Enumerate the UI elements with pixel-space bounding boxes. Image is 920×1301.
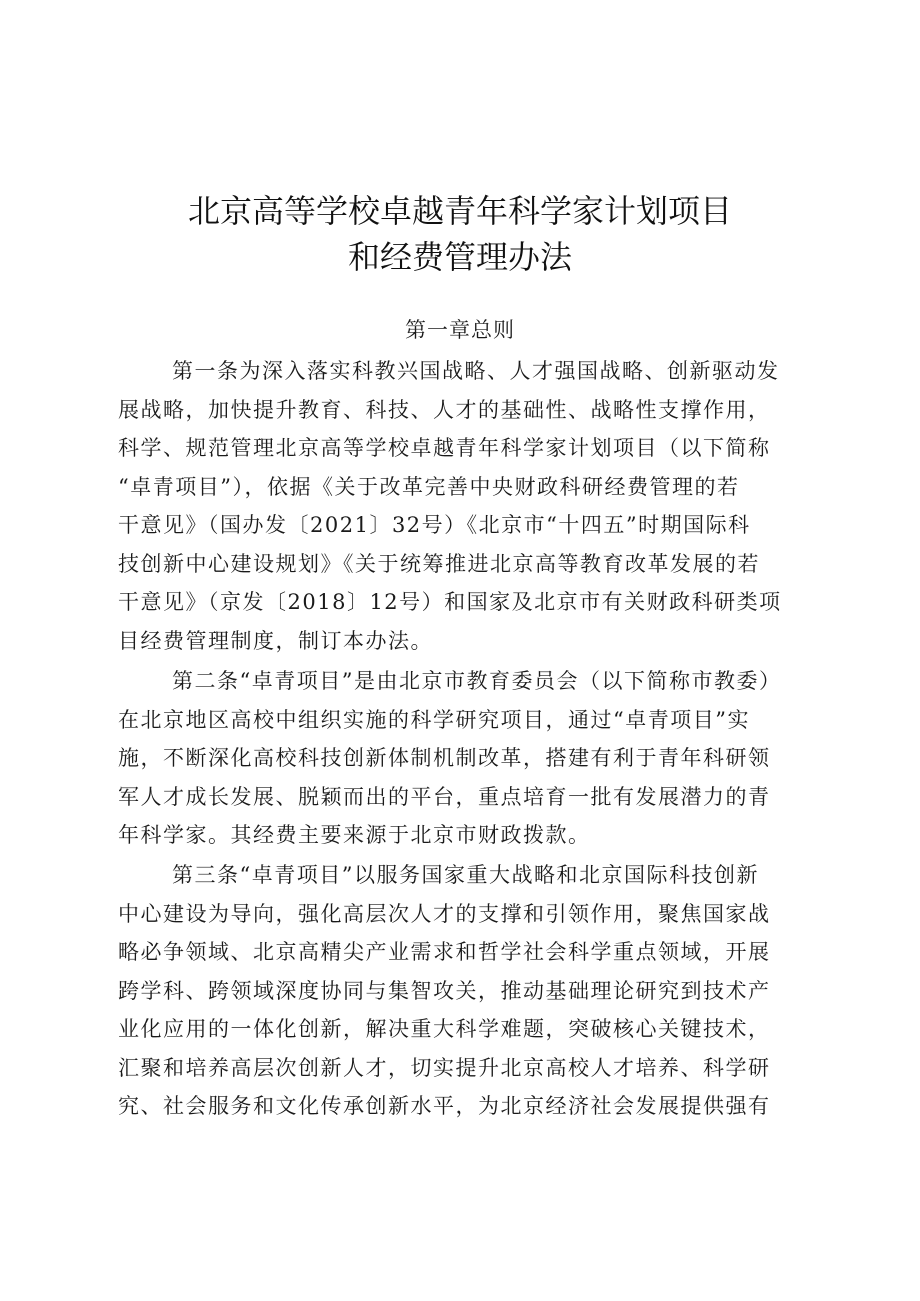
paragraph-line: 展战略，加快提升教育、科技、人才的基础性、战略性支撑作用， bbox=[118, 397, 771, 422]
paragraph-article-2 bbox=[118, 662, 798, 855]
paragraph-line: 略必争领域、北京高精尖产业需求和哲学社会科学重点领域，开展 bbox=[118, 940, 771, 964]
paragraph-line: 年科学家。其经费主要来源于北京市财政拨款。 bbox=[118, 823, 591, 847]
paragraph-line: 跨学科、跨领域深度协同与集智攻关，推动基础理论研究到技术产 bbox=[118, 978, 771, 1003]
paragraph-line: 科学、规范管理北京高等学校卓越青年科学家计划项目（以下简称 bbox=[118, 436, 771, 460]
paragraph-line: 干意见》（京发〔2018〕12号）和国家及北京市有关财政科研类项 bbox=[118, 590, 782, 614]
document-title-line-1: 北京高等学校卓越青年科学家计划项目 bbox=[187, 192, 732, 230]
paragraph-line: 军人才成长发展、脱颖而出的平台，重点培育一批有发展潜力的青 bbox=[118, 784, 771, 809]
paragraph-line: 技创新中心建设规划》《关于统筹推进北京高等教育改革发展的若 bbox=[118, 551, 760, 576]
paragraph-line: 第三条“卓青项目”以服务国家重大战略和北京国际科技创新 bbox=[172, 863, 759, 887]
paragraph-line: 目经费管理制度，制订本办法。 bbox=[118, 628, 433, 653]
paragraph-line: 第一条为深入落实科教兴国战略、人才强国战略、创新驱动发 bbox=[172, 359, 780, 383]
paragraph-line: 在北京地区高校中组织实施的科学研究项目，通过“卓青项目”实 bbox=[118, 707, 750, 732]
paragraph-line: 究、社会服务和文化传承创新水平，为北京经济社会发展提供强有 bbox=[118, 1094, 771, 1118]
paragraph-line: “卓青项目”），依据《关于改革完善中央财政科研经费管理的若 bbox=[118, 474, 740, 499]
paragraph-article-3 bbox=[118, 856, 798, 1126]
paragraph-line: 业化应用的一体化创新，解决重大科学难题，突破核心关键技术， bbox=[118, 1017, 771, 1041]
paragraph-line: 中心建设为导向，强化高层次人才的支撑和引领作用，聚焦国家战 bbox=[118, 901, 771, 926]
paragraph-line: 第二条“卓青项目”是由北京市教育委员会（以下简称市教委） bbox=[172, 669, 782, 693]
chapter-heading: 第一章总则 bbox=[405, 318, 515, 342]
paragraph-line: 干意见》（国办发〔2021〕32号）《北京市“十四五”时期国际科 bbox=[118, 513, 751, 537]
document-title-line-2: 和经费管理办法 bbox=[347, 238, 572, 276]
paragraph-article-1 bbox=[118, 352, 798, 660]
paragraph-line: 施，不断深化高校科技创新体制机制改革，搭建有利于青年科研领 bbox=[118, 746, 771, 770]
paragraph-line: 汇聚和培养高层次创新人才，切实提升北京高校人才培养、科学研 bbox=[118, 1055, 771, 1080]
